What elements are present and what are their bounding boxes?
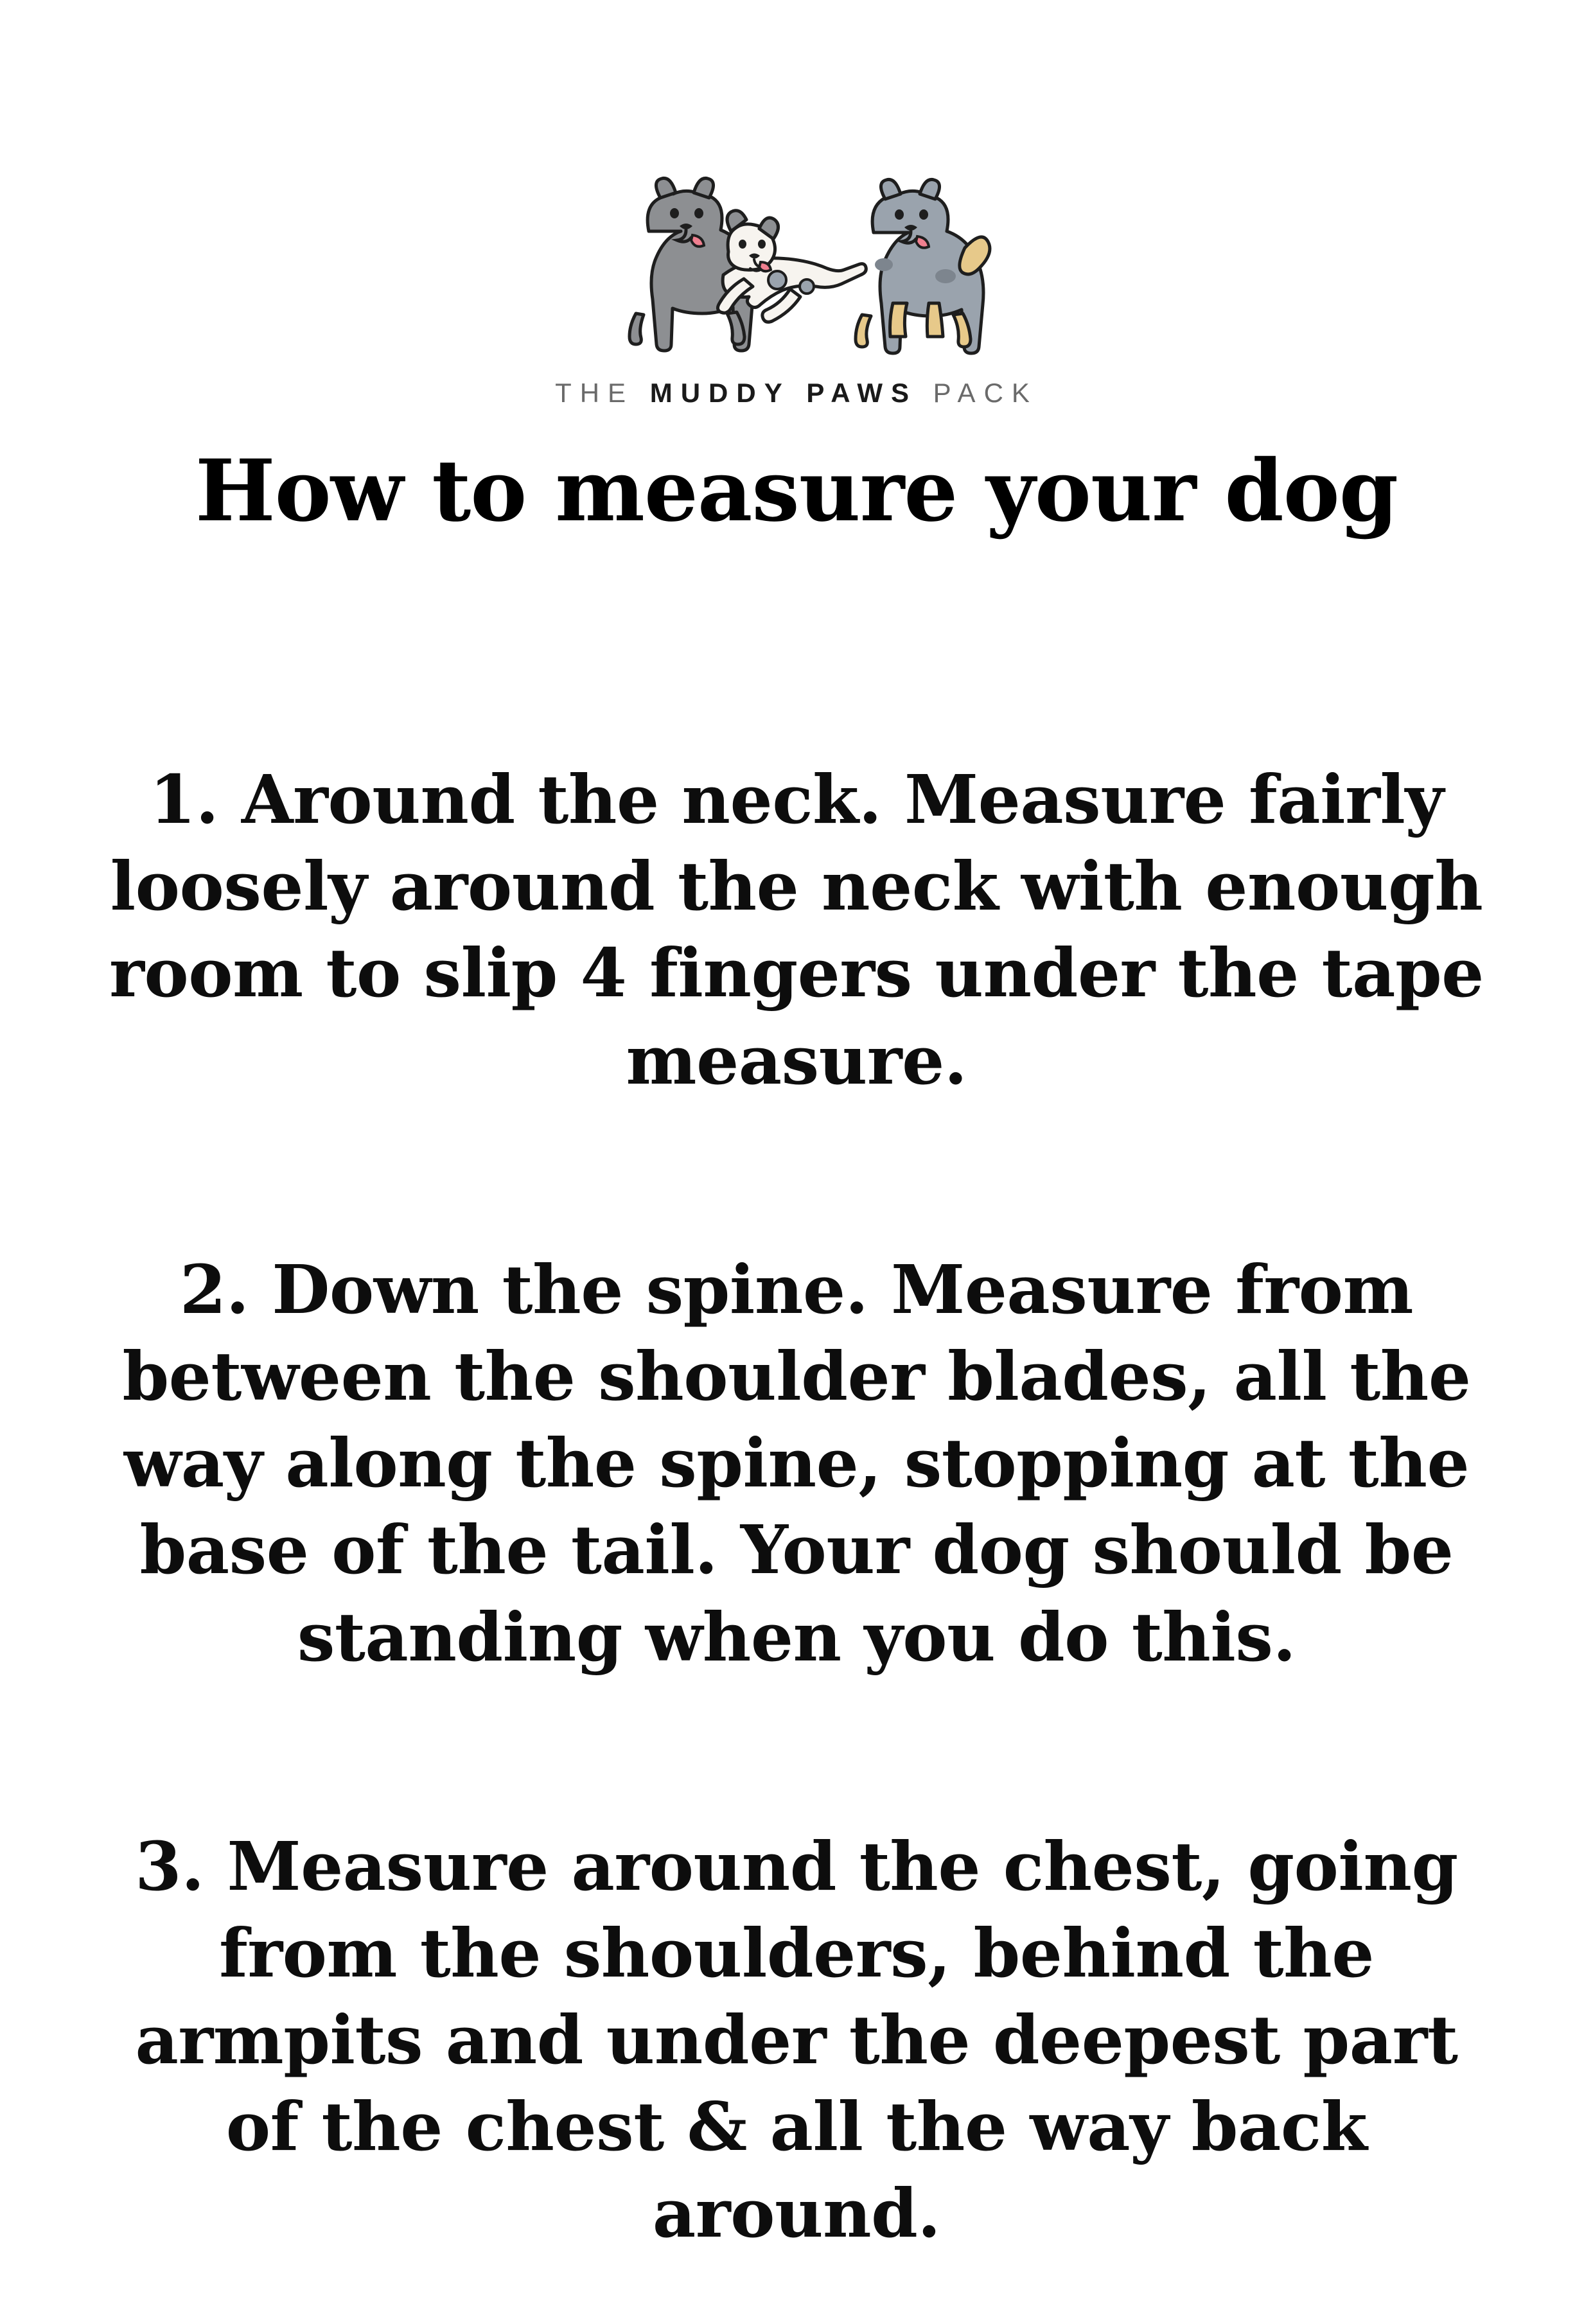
brand-word-paws: PAWS: [806, 378, 917, 408]
list-item: 3. Measure around the chest, going from the shoulders, behind the armpits and under the deepest part of the chest & all the way back around.: [135, 1826, 1458, 2253]
three-dogs-illustration: [572, 154, 1021, 366]
brand-word-muddy: MUDDY: [649, 378, 791, 408]
list-item: 1. Around the neck. Measure fairly loosely around the neck with enough room to slip 4 fingers under the tape measure.: [109, 760, 1484, 1100]
brand-wordmark: [555, 378, 1038, 409]
list-item: 2. Down the spine. Measure from between the shoulder blades, all the way along the spine, stopping at the base of the tail. Your dog should be standing when you do this.: [122, 1249, 1471, 1677]
brand-word-the: THE: [555, 378, 635, 408]
dog-right-icon: [856, 179, 990, 353]
brand-logo: [555, 154, 1038, 409]
brand-word-pack: PACK: [933, 378, 1038, 408]
page-title: How to measure your dog: [195, 441, 1398, 541]
instruction-list: [77, 689, 1516, 2324]
